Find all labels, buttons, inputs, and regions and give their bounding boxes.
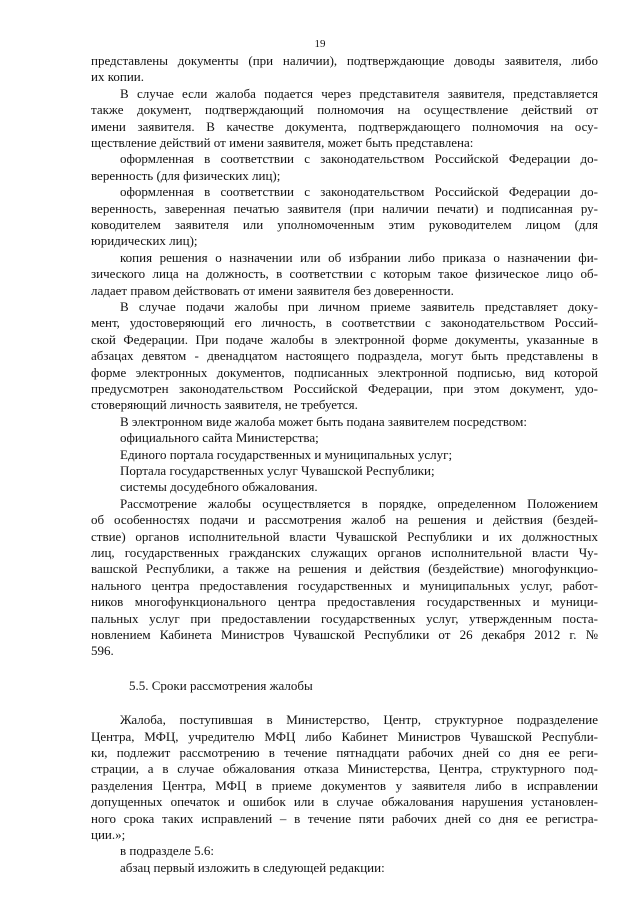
- text-line: стоверяющий личность заявителя, не требуется.: [91, 397, 358, 413]
- text-line: новлением Кабинета Министров Чувашской Республики от 26 декабря 2012 г. №: [91, 627, 598, 642]
- text-line: предусмотрен законодательством Российской Федерации, при этом документ, удо-: [91, 381, 598, 396]
- text-line: системы досудебного обжалования.: [120, 479, 318, 495]
- text-line: также документ, подтверждающий полномочия на осуществление действий от: [91, 102, 598, 118]
- text-line: ного срока таких исправлений – в течение пяти рабочих дней со дня ее регистра-: [91, 810, 598, 826]
- text-line: лиц, государственных гражданских служащих органов исполнительной власти Чу-: [91, 545, 598, 560]
- text-line: юридических лиц);: [91, 233, 198, 249]
- text-line: ции.»;: [91, 827, 126, 842]
- text-line: зического лица на должность, в соответствии с которым такое физическое лицо об-: [91, 266, 598, 282]
- text-line: об особенностях подачи и рассмотрения жалоб на решения и действия (бездей-: [91, 512, 598, 528]
- text-line: 596.: [91, 643, 114, 659]
- text-line: Центра, МФЦ, учредителю МФЦ либо Кабинет Министров Чувашской Республи-: [91, 728, 598, 744]
- text-line: В случае подачи жалобы при личном приеме заявитель представляет доку-: [120, 299, 598, 314]
- text-line: ской Федерации. При подаче жалобы в электронной форме документы, указанные в: [91, 331, 598, 347]
- text-line: ществление действий от имени заявителя, может быть представлена:: [91, 135, 474, 150]
- text-line: ки, подлежит рассмотрению в течение пятнадцати рабочих дней со дня ее реги-: [91, 745, 598, 760]
- text-line: абзац первый изложить в следующей редакции:: [120, 859, 385, 875]
- text-line: копия решения о назначении или об избрании либо приказа о назначении фи-: [120, 249, 598, 265]
- text-line: официального сайта Министерства;: [120, 430, 319, 446]
- text-line: Рассмотрение жалобы осуществляется в порядке, определенном Положением: [120, 495, 598, 511]
- text-line: форме электронных документов, подписанных электронной подписью, вид которой: [91, 364, 598, 380]
- text-line: Жалоба, поступившая в Министерство, Центр, структурное подразделение: [120, 712, 598, 728]
- text-line: страции, а в случае обжалования отказа Министерства, Центра, структурного под-: [91, 761, 598, 777]
- page-number: 19: [314, 38, 326, 50]
- text-line: вашской Республики, а также на решения и действия (бездействие) многофункцио-: [91, 561, 598, 577]
- text-line: Портала государственных услуг Чувашской Республики;: [120, 463, 435, 478]
- text-line: ствие) органов исполнительной власти Чувашской Республики и их должностных: [91, 528, 598, 544]
- text-line: их копии.: [91, 69, 144, 85]
- text-line: в подразделе 5.6:: [120, 843, 215, 859]
- text-line: нального центра предоставления государственных и муниципальных услуг, работ-: [91, 577, 598, 593]
- text-line: разделения Центра, МФЦ в приеме документов у заявителя либо в исправлении: [91, 777, 598, 793]
- text-line: пальных услуг при предоставлении государственных услуг, утвержденным поста-: [91, 610, 598, 626]
- text-line: оформленная в соответствии с законодательством Российской Федерации до-: [120, 151, 598, 167]
- section-heading: 5.5. Сроки рассмотрения жалобы: [129, 677, 313, 693]
- text-line: оформленная в соответствии с законодательством Российской Федерации до-: [120, 184, 598, 200]
- text-line: представлены документы (при наличии), подтверждающие доводы заявителя, либо: [91, 53, 598, 68]
- text-line: веренность (для физических лиц);: [91, 167, 281, 183]
- text-line: В случае если жалоба подается через представителя заявителя, представляется: [120, 85, 598, 101]
- text-line: Единого портала государственных и муниципальных услуг;: [120, 446, 453, 462]
- text-line: имени заявителя. В качестве документа, подтверждающего полномочия на осу-: [91, 118, 598, 134]
- text-line: В электронном виде жалоба может быть подана заявителем посредством:: [120, 413, 527, 429]
- text-line: допущенных опечаток и ошибок или в случае обжалования нарушения установлен-: [91, 794, 598, 810]
- text-line: мент, удостоверяющий его личность, в соответствии с законодательством Россий-: [91, 315, 598, 331]
- text-line: абзацах девятом - двенадцатом настоящего подраздела, могут быть представлены в: [91, 348, 598, 364]
- text-line: ладает правом действовать от имени заявителя без доверенности.: [91, 282, 454, 298]
- text-line: веренность, заверенная печатью заявителя (при наличии печати) и подписанная ру-: [91, 200, 598, 216]
- text-line: ников многофункционального центра предоставления государственных и муници-: [91, 594, 598, 610]
- text-line: ководителем заявителя или уполномоченным этим руководителем лицом (для: [91, 217, 598, 232]
